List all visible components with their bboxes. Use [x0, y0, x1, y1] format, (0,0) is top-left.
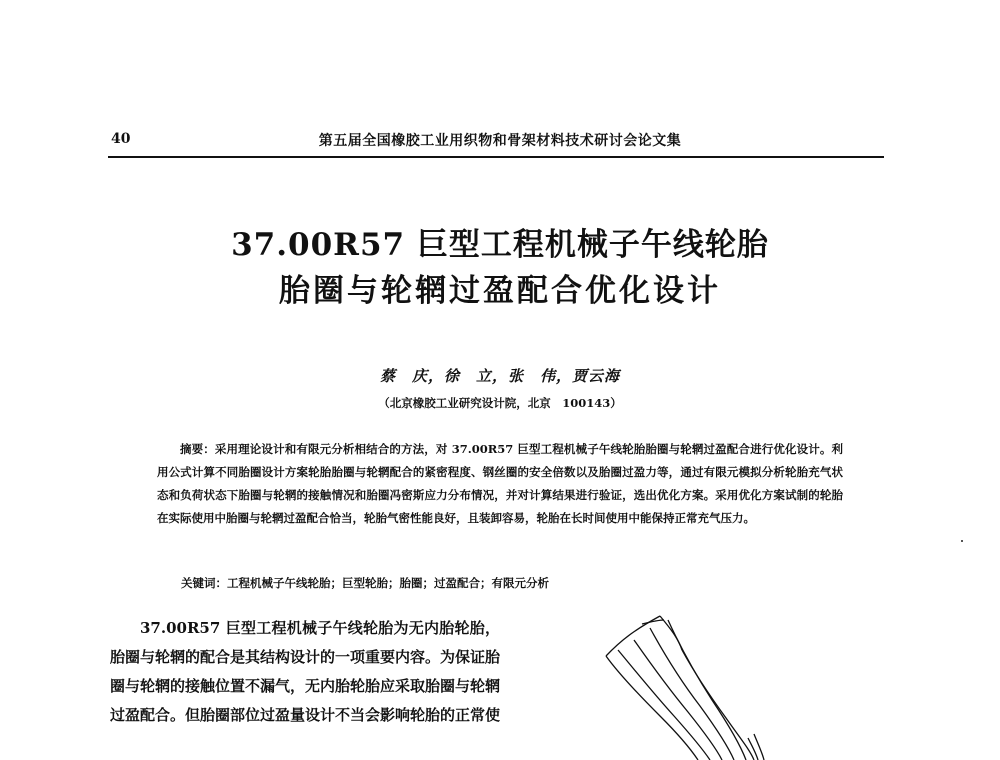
abstract-text: 摘要：采用理论设计和有限元分析相结合的方法，对 37.00R57 巨型工程机械子午线轮胎胎圈与轮辋过盈配合进行优化设计。利用公式计算不同胎圈设计方案轮胎胎圈与轮辋配合的紧密程度、钢丝圈的安全倍数以及胎圈过盈力等，通过有限元模拟分析轮胎充气状态和负荷状态下胎圈与轮辋的接触情况和胎圈冯密斯应力分布情况，并对计算结果进行验证，选出优化方案。采用优化方案试制的轮胎在实际使用中胎圈与轮辋过盈配合恰当，轮胎气密性能良好，且装卸容易，轮胎在长时间使用中能保持正常充气压力。 [157, 442, 843, 525]
body-column [110, 614, 500, 730]
tire-bead-figure [578, 598, 788, 760]
title-line-2: 胎圈与轮辋过盈配合优化设计 [279, 273, 721, 309]
authors: 蔡 庆，徐 立，张 伟，贾云海 [379, 367, 620, 385]
keywords: 关键词：工程机械子午线轮胎；巨型轮胎；胎圈；过盈配合；有限元分析 [181, 576, 549, 590]
body-paragraph: 37.00R57 巨型工程机械子午线轮胎为无内胎轮胎，胎圈与轮辋的配合是其结构设计的一项重要内容。为保证胎圈与轮辋的接触位置不漏气，无内胎轮胎应采取胎圈与轮辋过盈配合。但胎圈部位过盈量设计不当会影响轮胎的正常使 [110, 619, 501, 724]
abstract [157, 438, 843, 530]
paper-title [0, 222, 1000, 314]
running-header: 第五届全国橡胶工业用织物和骨架材料技术研讨会论文集 [318, 133, 682, 149]
title-line-1: 37.00R57 巨型工程机械子午线轮胎 [231, 227, 769, 263]
header-rule [108, 156, 884, 158]
affiliation: （北京橡胶工业研究设计院，北京 100143） [378, 396, 622, 410]
scan-speck [961, 540, 963, 542]
page-number: 40 [111, 131, 131, 147]
